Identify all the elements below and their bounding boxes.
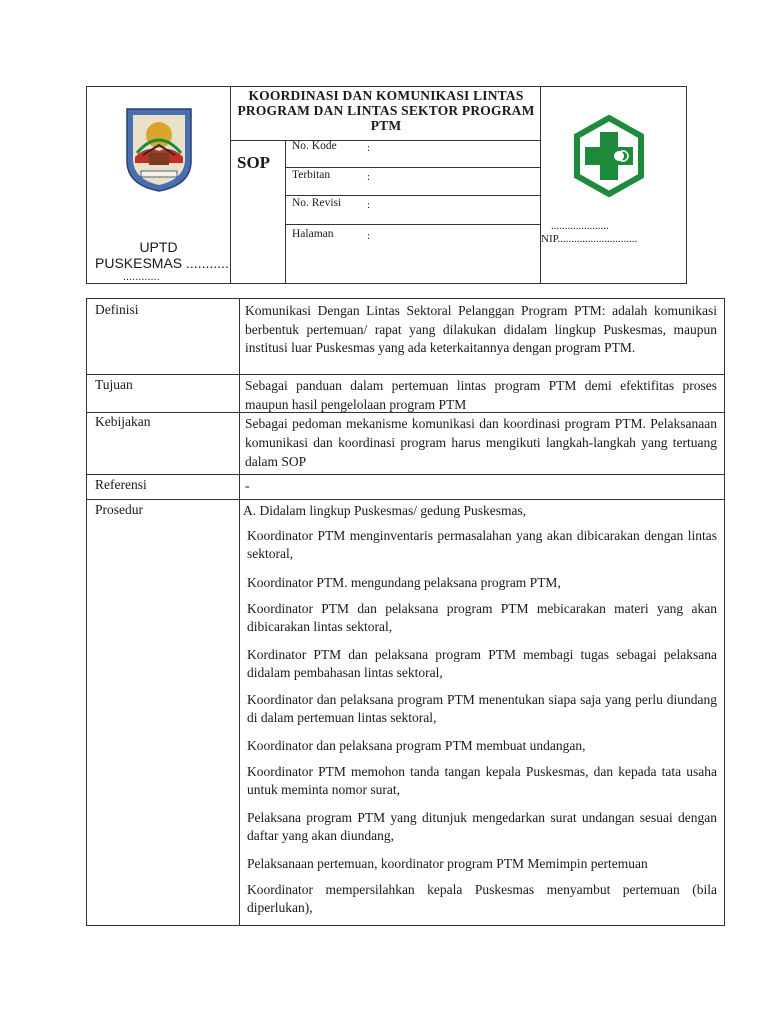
kebijakan-text: Sebagai pedoman mekanisme komunikasi dan koordinasi program PTM. Pelaksanaan komunikasi dan koordinasi program harus mengikuti langkah-langkah yang tertuang dalam SOP	[245, 416, 717, 469]
prosedur-step: Koordinator PTM menginventaris permasalahan yang akan dibicarakan dengan lintas sektoral,	[247, 528, 717, 561]
sop-content-table	[86, 298, 725, 926]
definisi-text: Komunikasi Dengan Lintas Sektoral Pelanggan Program PTM: adalah komunikasi berbentuk pertemuan/ rapat yang dilakukan didalam lingkup Puskesmas, maupun institusi luar Puskesmas yang ada keterkaitannya dengan program PTM.	[245, 303, 717, 355]
regional-emblem-icon	[123, 105, 195, 193]
prosedur-step: Koordinator dan pelaksana program PTM menentukan siapa saja yang perlu diundang di dalam pertemuan lintas sektoral,	[247, 692, 717, 725]
puskesmas-logo-icon	[573, 115, 645, 197]
no-revisi-value: :	[367, 199, 371, 211]
header-divider	[285, 195, 540, 196]
signature-dots: .....................	[551, 220, 609, 232]
prosedur-step: Koordinator PTM. mengundang pelaksana program PTM,	[247, 575, 561, 590]
tujuan-text: Sebagai panduan dalam pertemuan lintas program PTM demi efektifitas proses maupun hasil pengelolaan program PTM	[245, 378, 717, 412]
content-divider	[87, 499, 724, 500]
prosedur-step: Koordinator mempersilahkan kepala Puskesmas menyambut pertemuan (bila diperlukan),	[247, 882, 717, 915]
org-name-line3: ............	[123, 271, 160, 283]
referensi-label: Referensi	[95, 477, 147, 492]
prosedur-step: Koordinator PTM memohon tanda tangan kepala Puskesmas, dan kepada tata usaha untuk meminta nomor surat,	[247, 764, 717, 797]
header-divider	[230, 87, 231, 283]
prosedur-step: Kordinator PTM dan pelaksana program PTM membagi tugas sebagai pelaksana didalam pembahasan lintas sektoral,	[247, 647, 717, 680]
header-divider	[285, 140, 286, 283]
header-divider	[230, 140, 540, 141]
org-name-line1: UPTD	[139, 239, 178, 255]
no-kode-label: No. Kode	[292, 140, 337, 152]
sop-label: SOP	[237, 153, 271, 172]
sop-header-table	[86, 86, 687, 284]
halaman-value: :	[367, 230, 371, 242]
prosedur-step: Pelaksanaan pertemuan, koordinator program PTM Memimpin pertemuan	[247, 856, 648, 871]
content-divider	[239, 299, 240, 925]
referensi-text: -	[245, 478, 250, 493]
nip-field: NIP.............................	[541, 233, 638, 245]
header-divider	[285, 167, 540, 168]
content-divider	[87, 374, 724, 375]
header-divider	[540, 87, 541, 283]
prosedur-heading: A. Didalam lingkup Puskesmas/ gedung Puskesmas,	[243, 503, 527, 518]
tujuan-label: Tujuan	[95, 377, 133, 392]
prosedur-step: Koordinator dan pelaksana program PTM membuat undangan,	[247, 738, 586, 753]
no-kode-value: :	[367, 142, 371, 154]
prosedur-label: Prosedur	[95, 502, 143, 517]
kebijakan-label: Kebijakan	[95, 414, 151, 429]
no-revisi-label: No. Revisi	[292, 197, 342, 209]
prosedur-step: Pelaksana program PTM yang ditunjuk mengedarkan surat undangan sesuai dengan daftar yang akan diundang,	[247, 810, 717, 843]
header-divider	[285, 224, 540, 225]
content-divider	[87, 474, 724, 475]
halaman-label: Halaman	[292, 228, 334, 240]
definisi-label: Definisi	[95, 302, 139, 317]
prosedur-step: Koordinator PTM dan pelaksana program PTM mebicarakan materi yang akan dibicarakan lintas sektoral,	[247, 601, 717, 634]
document-title: KOORDINASI DAN KOMUNIKASI LINTAS PROGRAM DAN LINTAS SEKTOR PROGRAM PTM	[237, 88, 535, 133]
org-name-line2: PUSKESMAS ...........	[95, 255, 229, 271]
terbitan-label: Terbitan	[292, 169, 331, 181]
terbitan-value: :	[367, 171, 371, 183]
